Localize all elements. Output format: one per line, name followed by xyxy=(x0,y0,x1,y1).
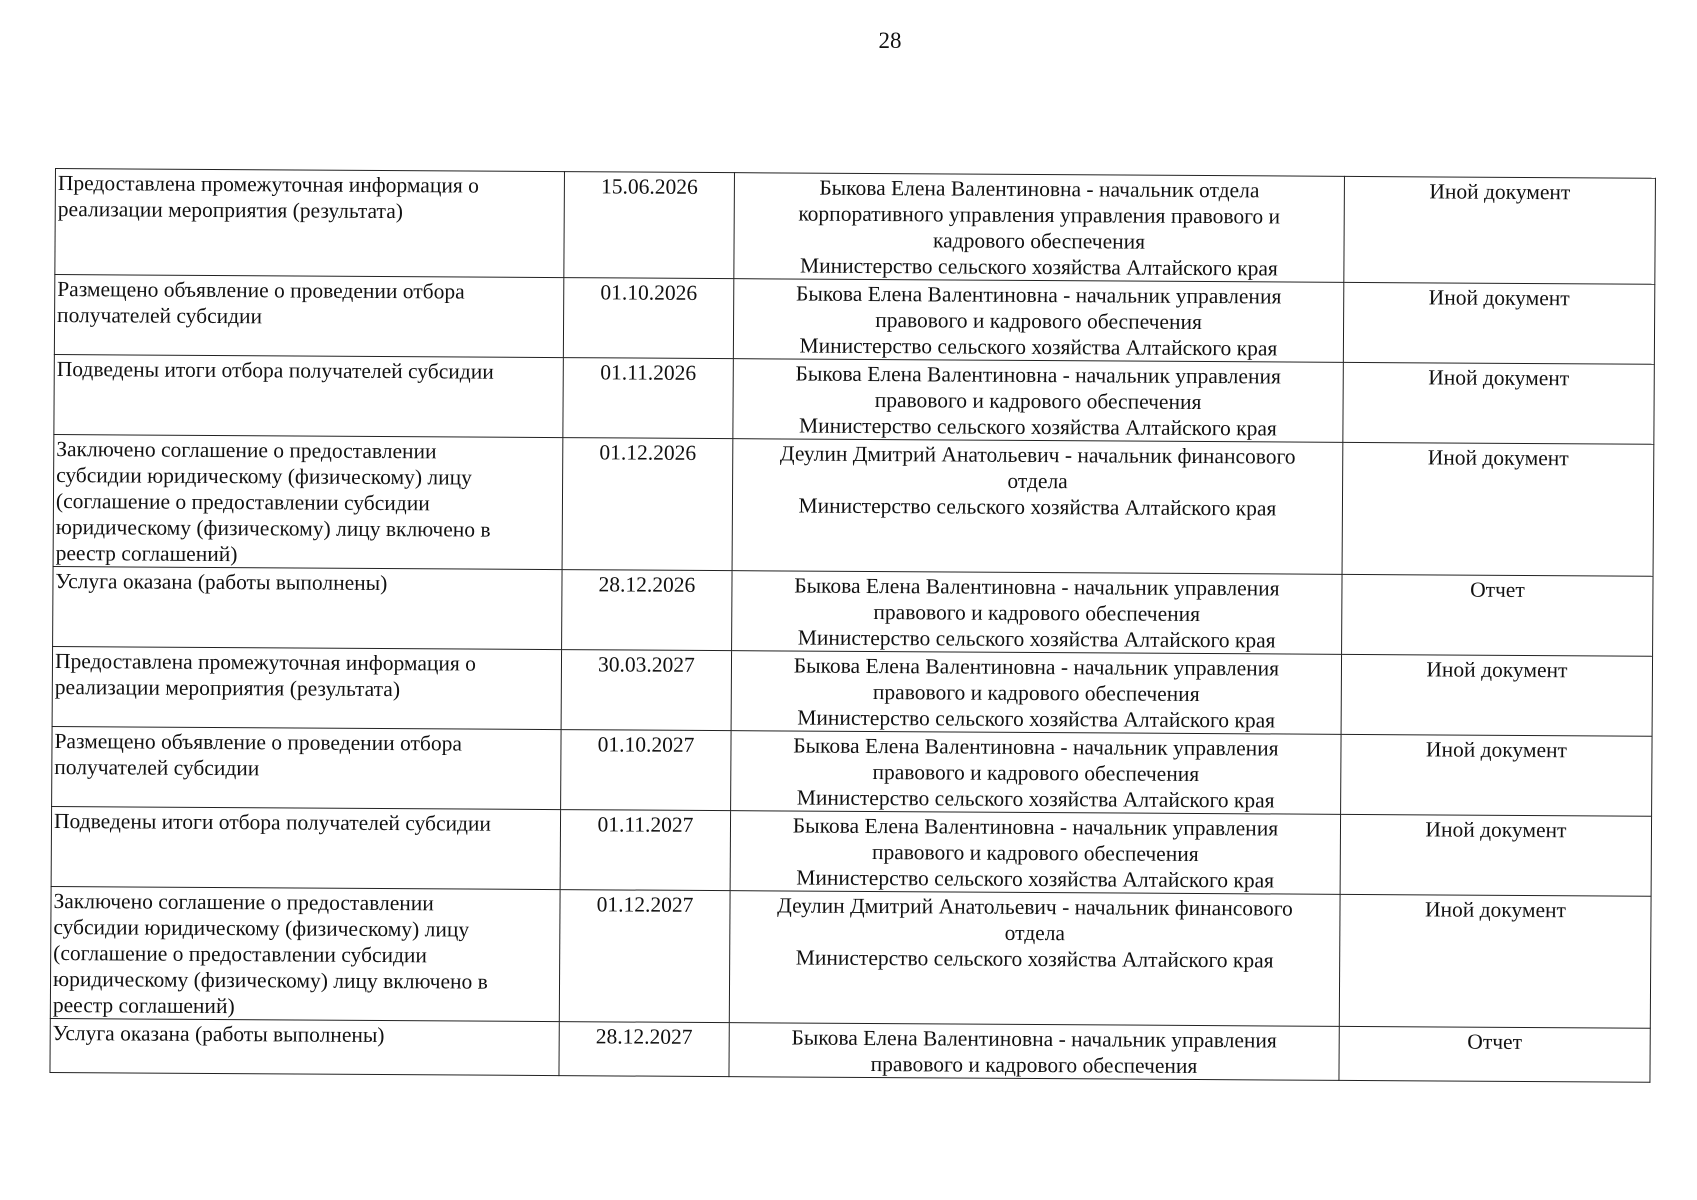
responsible-line: отдела xyxy=(1004,920,1066,946)
responsible-line: правового и кадрового обеспечения xyxy=(875,308,1202,335)
responsible-line: правового и кадрового обеспечения xyxy=(872,680,1200,707)
event-line: получателей субсидии xyxy=(54,755,260,781)
responsible-line: Министерство сельского хозяйства Алтайского края xyxy=(797,625,1276,653)
schedule-table-body xyxy=(50,169,1655,1083)
event-line: субсидии юридическому (физическому) лицу xyxy=(53,915,470,942)
responsible-line: Быкова Елена Валентиновна - начальник управления xyxy=(794,573,1280,601)
responsible-line: Министерство сельского хозяйства Алтайского края xyxy=(796,865,1275,893)
document-type-cell: Иной документ xyxy=(1340,814,1651,896)
responsible-line: Деулин Дмитрий Анатольевич - начальник финансового xyxy=(777,893,1293,921)
table-row xyxy=(50,1018,1650,1082)
document-sheet xyxy=(49,168,1654,1083)
responsible-line: Министерство сельского хозяйства Алтайского края xyxy=(799,253,1278,281)
table-row xyxy=(52,726,1652,816)
document-type-cell: Иной документ xyxy=(1339,894,1651,1028)
schedule-table xyxy=(49,168,1655,1083)
responsible-line: правового и кадрового обеспечения xyxy=(873,600,1201,627)
event-cell xyxy=(50,1018,559,1075)
responsible-line: корпоративного управления управления правового и xyxy=(798,201,1281,229)
date-cell: 15.06.2026 xyxy=(564,172,735,279)
responsible-cell xyxy=(729,1023,1339,1081)
table-row xyxy=(55,169,1656,285)
table-row xyxy=(51,806,1651,896)
event-cell xyxy=(50,886,560,1021)
table-row xyxy=(54,275,1654,365)
date-cell: 30.03.2027 xyxy=(561,650,731,731)
date-cell: 01.12.2027 xyxy=(559,890,730,1023)
responsible-line: Министерство сельского хозяйства Алтайского края xyxy=(798,493,1277,521)
responsible-cell xyxy=(729,891,1340,1027)
responsible-line: Быкова Елена Валентиновна - начальник управления xyxy=(796,281,1282,309)
date-cell: 28.12.2026 xyxy=(562,570,732,651)
table-row xyxy=(54,354,1654,444)
responsible-line: Быкова Елена Валентиновна - начальник управления xyxy=(791,1025,1277,1053)
responsible-line: правового и кадрового обеспечения xyxy=(870,1051,1198,1078)
responsible-line: правового и кадрового обеспечения xyxy=(872,760,1200,787)
table-row xyxy=(50,886,1651,1028)
responsible-line: Быкова Елена Валентиновна - начальник управления xyxy=(792,813,1279,841)
responsible-line: Министерство сельского хозяйства Алтайского края xyxy=(797,705,1276,733)
date-cell: 01.10.2026 xyxy=(563,278,733,359)
event-line: получателей субсидии xyxy=(57,303,263,329)
responsible-line: Министерство сельского хозяйства Алтайского края xyxy=(795,945,1274,973)
event-line: реализации мероприятия (результата) xyxy=(54,675,401,702)
responsible-line: Деулин Дмитрий Анатольевич - начальник финансового xyxy=(779,441,1296,469)
date-cell: 01.11.2027 xyxy=(560,810,730,891)
responsible-cell xyxy=(734,173,1345,283)
responsible-line: Быкова Елена Валентиновна - начальник управления xyxy=(795,361,1281,389)
event-line: реестр соглашений) xyxy=(55,541,238,567)
event-line: Подведены итоги отбора получателей субсидии xyxy=(53,809,492,836)
document-type-cell: Отчет xyxy=(1339,1026,1650,1082)
document-type-cell: Отчет xyxy=(1342,574,1653,656)
document-type-cell: Иной документ xyxy=(1344,176,1656,284)
date-cell: 01.11.2026 xyxy=(563,358,733,439)
document-type-cell: Иной документ xyxy=(1343,362,1654,444)
event-cell xyxy=(54,275,563,358)
responsible-cell xyxy=(732,439,1343,575)
responsible-line: правового и кадрового обеспечения xyxy=(871,840,1199,866)
date-cell: 28.12.2027 xyxy=(559,1022,729,1077)
date-cell: 01.10.2027 xyxy=(561,730,731,811)
event-cell xyxy=(55,169,565,278)
event-cell xyxy=(52,646,561,729)
event-cell xyxy=(53,566,562,649)
event-cell xyxy=(52,726,561,809)
event-cell xyxy=(51,806,560,889)
responsible-line: кадрового обеспечения xyxy=(932,228,1146,254)
document-type-cell: Иной документ xyxy=(1343,282,1654,364)
event-line: Размещено объявление о проведении отбора xyxy=(57,277,465,304)
event-line: (соглашение о предоставлении субсидии xyxy=(55,489,430,516)
responsible-cell xyxy=(731,651,1341,735)
event-line: реестр соглашений) xyxy=(52,993,235,1019)
table-row xyxy=(53,434,1654,576)
responsible-line: Быкова Елена Валентиновна - начальник управления xyxy=(793,733,1279,761)
page-number: 28 xyxy=(878,28,902,53)
event-line: (соглашение о предоставлении субсидии xyxy=(53,941,428,968)
event-line: Подведены итоги отбора получателей субсидии xyxy=(56,357,494,384)
event-line: Заключено соглашение о предоставлении xyxy=(56,437,437,464)
event-cell xyxy=(53,434,563,569)
event-line: Размещено объявление о проведении отбора xyxy=(54,729,463,756)
responsible-line: Министерство сельского хозяйства Алтайского края xyxy=(798,413,1277,441)
date-cell: 01.12.2026 xyxy=(562,438,733,571)
event-line: Услуга оказана (работы выполнены) xyxy=(52,1021,385,1048)
document-type-cell: Иной документ xyxy=(1341,654,1652,736)
document-type-cell: Иной документ xyxy=(1342,442,1654,576)
table-row xyxy=(53,566,1653,656)
event-line: субсидии юридическому (физическому) лицу xyxy=(56,463,472,490)
responsible-cell xyxy=(733,359,1343,443)
event-line: юридическому (физическому) лицу включено в xyxy=(52,967,488,994)
event-line: юридическому (физическому) лицу включено в xyxy=(55,515,491,542)
event-line: реализации мероприятия (результата) xyxy=(57,197,404,224)
responsible-line: Быкова Елена Валентиновна - начальник отдела xyxy=(819,175,1260,203)
responsible-line: правового и кадрового обеспечения xyxy=(874,388,1202,415)
responsible-line: Министерство сельского хозяйства Алтайского края xyxy=(799,333,1278,361)
event-line: Предоставлена промежуточная информация о xyxy=(57,171,479,198)
responsible-line: отдела xyxy=(1007,468,1068,494)
table-row xyxy=(52,646,1652,736)
responsible-cell xyxy=(732,571,1342,655)
responsible-cell xyxy=(731,731,1341,815)
responsible-line: Быкова Елена Валентиновна - начальник управления xyxy=(793,653,1280,681)
event-cell xyxy=(54,354,563,437)
responsible-cell xyxy=(730,811,1340,895)
event-line: Предоставлена промежуточная информация о xyxy=(54,649,477,676)
document-type-cell: Иной документ xyxy=(1341,734,1652,816)
responsible-cell xyxy=(733,279,1343,363)
responsible-line: Министерство сельского хозяйства Алтайского края xyxy=(796,785,1275,813)
event-line: Заключено соглашение о предоставлении xyxy=(53,889,434,916)
event-line: Услуга оказана (работы выполнены) xyxy=(55,569,388,596)
